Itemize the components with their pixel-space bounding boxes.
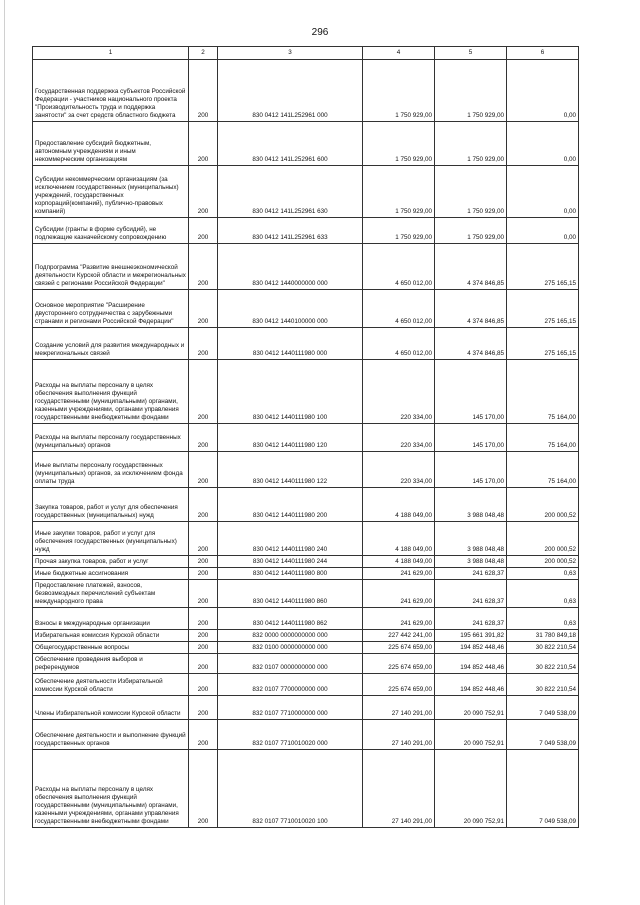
row-plan-amount: 1 750 929,00 [363, 60, 435, 122]
row-executed-amount: 4 374 846,85 [435, 328, 507, 360]
table-body [33, 60, 579, 828]
table-row [33, 328, 579, 360]
row-plan-amount: 27 140 291,00 [363, 696, 435, 720]
row-code: 200 [189, 328, 218, 360]
table-row [33, 424, 579, 452]
row-name: Прочая закупка товаров, работ и услуг [33, 556, 189, 568]
row-executed-amount: 1 750 929,00 [435, 122, 507, 166]
row-name: Расходы на выплаты персоналу в целях обеспечения выполнения функций государственными (муниципальными) органами, казенными учреждениями, органами управления государственными внебюджетными фондами [33, 360, 189, 424]
row-classification: 832 0000 0000000000 000 [218, 630, 363, 642]
table-row [33, 522, 579, 556]
column-header: 1 [33, 47, 189, 60]
row-plan-amount: 4 188 049,00 [363, 556, 435, 568]
row-code: 200 [189, 360, 218, 424]
row-code: 200 [189, 60, 218, 122]
row-executed-amount: 1 750 929,00 [435, 218, 507, 244]
row-executed-amount: 3 988 048,48 [435, 556, 507, 568]
row-classification: 830 0412 141L252961 000 [218, 60, 363, 122]
row-remainder-amount: 200 000,52 [507, 556, 579, 568]
row-remainder-amount: 7 049 538,09 [507, 696, 579, 720]
row-code: 200 [189, 696, 218, 720]
row-code: 200 [189, 654, 218, 674]
row-classification: 830 0412 1440111980 800 [218, 568, 363, 580]
row-remainder-amount: 75 164,00 [507, 424, 579, 452]
table-row [33, 720, 579, 750]
table-row [33, 60, 579, 122]
row-remainder-amount: 30 822 210,54 [507, 642, 579, 654]
row-classification: 832 0107 7700000000 000 [218, 674, 363, 696]
row-code: 200 [189, 244, 218, 290]
row-plan-amount: 4 650 012,00 [363, 244, 435, 290]
row-remainder-amount: 200 000,52 [507, 488, 579, 522]
row-classification: 832 0107 0000000000 000 [218, 654, 363, 674]
row-plan-amount: 27 140 291,00 [363, 750, 435, 828]
row-remainder-amount: 275 165,15 [507, 244, 579, 290]
row-code: 200 [189, 556, 218, 568]
table-row [33, 568, 579, 580]
row-plan-amount: 27 140 291,00 [363, 720, 435, 750]
row-executed-amount: 1 750 929,00 [435, 166, 507, 218]
table-row [33, 218, 579, 244]
table-row [33, 580, 579, 608]
row-classification: 830 0412 1440100000 000 [218, 290, 363, 328]
table-row [33, 654, 579, 674]
row-plan-amount: 4 188 049,00 [363, 522, 435, 556]
row-code: 200 [189, 568, 218, 580]
row-executed-amount: 1 750 929,00 [435, 60, 507, 122]
row-classification: 832 0100 0000000000 000 [218, 642, 363, 654]
row-code: 200 [189, 452, 218, 488]
row-executed-amount: 145 170,00 [435, 424, 507, 452]
row-remainder-amount: 75 164,00 [507, 360, 579, 424]
row-executed-amount: 20 090 752,91 [435, 750, 507, 828]
table-row [33, 122, 579, 166]
row-plan-amount: 220 334,00 [363, 424, 435, 452]
row-plan-amount: 241 629,00 [363, 568, 435, 580]
row-plan-amount: 225 674 659,00 [363, 654, 435, 674]
row-name: Закупка товаров, работ и услуг для обеспечения государственных (муниципальных) нужд [33, 488, 189, 522]
row-executed-amount: 20 090 752,91 [435, 720, 507, 750]
column-header: 4 [363, 47, 435, 60]
table-row [33, 608, 579, 630]
row-executed-amount: 194 852 448,46 [435, 654, 507, 674]
table-row [33, 360, 579, 424]
table-row [33, 630, 579, 642]
table-row [33, 452, 579, 488]
row-code: 200 [189, 630, 218, 642]
table-row [33, 488, 579, 522]
table-row [33, 674, 579, 696]
row-executed-amount: 195 661 391,82 [435, 630, 507, 642]
row-name: Иные закупки товаров, работ и услуг для обеспечения государственных (муниципальных) нужд [33, 522, 189, 556]
row-remainder-amount: 7 049 538,09 [507, 720, 579, 750]
row-remainder-amount: 30 822 210,54 [507, 674, 579, 696]
page-number: 296 [311, 27, 329, 38]
row-name: Расходы на выплаты персоналу в целях обеспечения выполнения функций государственными (муниципальными) органами, казенными учреждениями, органами управления государственными внебюджетными фондами [33, 750, 189, 828]
row-classification: 830 0412 141L252961 630 [218, 166, 363, 218]
row-plan-amount: 225 674 659,00 [363, 642, 435, 654]
column-header: 2 [189, 47, 218, 60]
row-name: Субсидии (гранты в форме субсидий), не подлежащие казначейскому сопровождению [33, 218, 189, 244]
row-name: Подпрограмма "Развитие внешнеэкономической деятельности Курской области и межрегиональных связей с регионами Российской Федерации" [33, 244, 189, 290]
table-row [33, 642, 579, 654]
row-executed-amount: 194 852 448,46 [435, 642, 507, 654]
row-code: 200 [189, 608, 218, 630]
row-plan-amount: 4 650 012,00 [363, 328, 435, 360]
row-executed-amount: 3 988 048,48 [435, 522, 507, 556]
row-remainder-amount: 7 049 538,09 [507, 750, 579, 828]
row-plan-amount: 4 188 049,00 [363, 488, 435, 522]
row-executed-amount: 4 374 846,85 [435, 290, 507, 328]
row-classification: 830 0412 1440111980 120 [218, 424, 363, 452]
row-plan-amount: 225 674 659,00 [363, 674, 435, 696]
row-name: Иные выплаты персоналу государственных (муниципальных) органов, за исключением фонда оплаты труда [33, 452, 189, 488]
row-remainder-amount: 30 822 210,54 [507, 654, 579, 674]
row-name: Члены Избирательной комиссии Курской области [33, 696, 189, 720]
table-row [33, 696, 579, 720]
row-classification: 830 0412 1440111980 122 [218, 452, 363, 488]
row-classification: 830 0412 141L252961 600 [218, 122, 363, 166]
row-classification: 830 0412 1440111980 862 [218, 608, 363, 630]
row-classification: 832 0107 7710010020 100 [218, 750, 363, 828]
row-classification: 830 0412 1440111980 240 [218, 522, 363, 556]
row-name: Предоставление платежей, взносов, безвозмездных перечислений субъектам международного права [33, 580, 189, 608]
row-executed-amount: 3 988 048,48 [435, 488, 507, 522]
row-plan-amount: 220 334,00 [363, 452, 435, 488]
column-header: 5 [435, 47, 507, 60]
row-name: Предоставление субсидий бюджетным, автономным учреждениям и иным некоммерческим организациям [33, 122, 189, 166]
row-classification: 830 0412 1440111980 244 [218, 556, 363, 568]
row-classification: 830 0412 141L252961 633 [218, 218, 363, 244]
row-name: Обеспечение деятельности Избирательной комиссии Курской области [33, 674, 189, 696]
row-plan-amount: 1 750 929,00 [363, 218, 435, 244]
table-row [33, 290, 579, 328]
row-executed-amount: 241 628,37 [435, 608, 507, 630]
row-classification: 832 0107 7710000000 000 [218, 696, 363, 720]
row-executed-amount: 241 628,37 [435, 568, 507, 580]
row-code: 200 [189, 674, 218, 696]
row-name: Обеспечение деятельности и выполнение функций государственных органов [33, 720, 189, 750]
row-plan-amount: 241 629,00 [363, 580, 435, 608]
column-header: 6 [507, 47, 579, 60]
budget-table [32, 46, 579, 828]
row-remainder-amount: 0,63 [507, 580, 579, 608]
row-classification: 830 0412 1440000000 000 [218, 244, 363, 290]
row-name: Государственная поддержка субъектов Российской Федерации - участников национального проекта "Производительность труда и поддержка занятости" за счет средств областного бюджета [33, 60, 189, 122]
row-classification: 830 0412 1440111980 100 [218, 360, 363, 424]
row-code: 200 [189, 580, 218, 608]
row-remainder-amount: 0,00 [507, 166, 579, 218]
row-executed-amount: 20 090 752,91 [435, 696, 507, 720]
row-code: 200 [189, 218, 218, 244]
table-header-row [33, 47, 579, 60]
table-row [33, 750, 579, 828]
row-name: Расходы на выплаты персоналу государственных (муниципальных) органов [33, 424, 189, 452]
row-plan-amount: 220 334,00 [363, 360, 435, 424]
row-name: Избирательная комиссия Курской области [33, 630, 189, 642]
row-code: 200 [189, 750, 218, 828]
row-code: 200 [189, 642, 218, 654]
row-code: 200 [189, 424, 218, 452]
row-remainder-amount: 275 165,15 [507, 290, 579, 328]
table-row [33, 556, 579, 568]
row-executed-amount: 145 170,00 [435, 360, 507, 424]
row-plan-amount: 1 750 929,00 [363, 166, 435, 218]
row-classification: 832 0107 7710010020 000 [218, 720, 363, 750]
row-plan-amount: 227 442 241,00 [363, 630, 435, 642]
row-executed-amount: 241 628,37 [435, 580, 507, 608]
row-name: Иные бюджетные ассигнования [33, 568, 189, 580]
row-remainder-amount: 275 165,15 [507, 328, 579, 360]
table-row [33, 244, 579, 290]
row-classification: 830 0412 1440111980 000 [218, 328, 363, 360]
row-executed-amount: 194 852 448,46 [435, 674, 507, 696]
row-remainder-amount: 0,00 [507, 218, 579, 244]
row-executed-amount: 4 374 846,85 [435, 244, 507, 290]
row-name: Субсидии некоммерческим организациям (за исключением государственных (муниципальных) учреждений, государственных корпораций(компаний), публично-правовых компаний) [33, 166, 189, 218]
row-remainder-amount: 0,63 [507, 608, 579, 630]
row-plan-amount: 4 650 012,00 [363, 290, 435, 328]
scan-edge-line [4, 0, 5, 905]
table-row [33, 166, 579, 218]
row-plan-amount: 1 750 929,00 [363, 122, 435, 166]
row-code: 200 [189, 122, 218, 166]
row-code: 200 [189, 290, 218, 328]
row-remainder-amount: 200 000,52 [507, 522, 579, 556]
column-header: 3 [218, 47, 363, 60]
row-name: Обеспечение проведения выборов и референдумов [33, 654, 189, 674]
row-remainder-amount: 75 164,00 [507, 452, 579, 488]
row-remainder-amount: 0,00 [507, 122, 579, 166]
row-name: Создание условий для развития международных и межрегиональных связей [33, 328, 189, 360]
row-code: 200 [189, 522, 218, 556]
row-name: Общегосударственные вопросы [33, 642, 189, 654]
row-remainder-amount: 0,00 [507, 60, 579, 122]
row-code: 200 [189, 488, 218, 522]
row-plan-amount: 241 629,00 [363, 608, 435, 630]
row-name: Взносы в международные организации [33, 608, 189, 630]
row-code: 200 [189, 166, 218, 218]
row-remainder-amount: 0,63 [507, 568, 579, 580]
row-classification: 830 0412 1440111980 200 [218, 488, 363, 522]
row-code: 200 [189, 720, 218, 750]
row-name: Основное мероприятие "Расширение двустороннего сотрудничества с зарубежными странами и регионами Российской Федерации" [33, 290, 189, 328]
row-classification: 830 0412 1440111980 860 [218, 580, 363, 608]
row-executed-amount: 145 170,00 [435, 452, 507, 488]
row-remainder-amount: 31 780 849,18 [507, 630, 579, 642]
